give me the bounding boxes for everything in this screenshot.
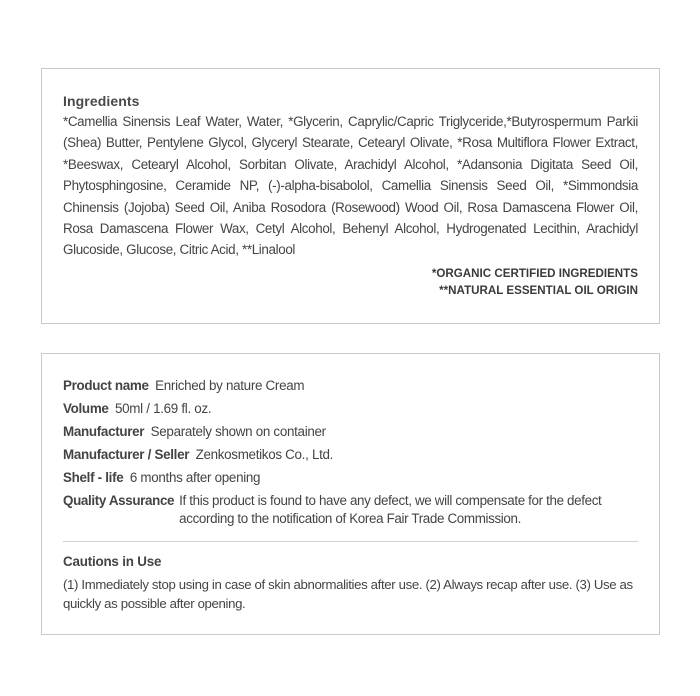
- product-name-row: [63, 374, 638, 397]
- quality-assurance-row: [63, 492, 638, 527]
- quality-assurance-label: Quality Assurance: [63, 493, 175, 508]
- volume-label: Volume: [63, 401, 109, 416]
- manufacturer-value: Separately shown on container: [150, 424, 326, 439]
- manufacturer-row: [63, 420, 638, 443]
- quality-assurance-value: [179, 492, 638, 527]
- product-name-value: Enriched by nature Cream: [155, 378, 305, 393]
- ingredients-title: Ingredients: [63, 93, 140, 109]
- cautions-title: Cautions in Use: [63, 554, 162, 569]
- ingredients-panel: [41, 68, 660, 324]
- volume-row: [63, 397, 638, 420]
- ingredients-list: *Camellia Sinensis Leaf Water, Water, *Glycerin, Caprylic/Capric Triglyceride,*Butyrospermum Parkii (Shea) Butter, Pentylene Glycol, Glyceryl Stearate, Cetearyl Olivate, *Rosa Multiflora Flower Extract, *Beeswax, Cetearyl Alcohol, Sorbitan Olivate, Arachidyl Alcohol, *Adansonia Digitata Seed Oil, Phytosphingosine, Ceramide NP, (-)-alpha-bisabolol, Camellia Sinensis Seed Oil, *Simmondsia Chinensis (Jojoba) Seed Oil, Aniba Rosodora (Rosewood) Wood Oil, Rosa Damascena Flower Oil, Rosa Damascena Flower Wax, Cetyl Alcohol, Behenyl Alcohol, Hydrogenated Lecithin, Arachidyl Glucoside, Glucose, Citric Acid, **Linalool: [63, 114, 638, 258]
- manufacturer-label: Manufacturer: [63, 424, 145, 439]
- product-info-panel: [41, 353, 660, 635]
- seller-row: [63, 443, 638, 466]
- product-name-label: Product name: [63, 378, 149, 393]
- quality-assurance-line-2: according to the notification of Korea Fair Trade Commission.: [179, 510, 521, 526]
- volume-value: 50ml / 1.69 fl. oz.: [115, 401, 212, 416]
- quality-assurance-line-1: If this product is found to have any defect, we will compensate for the defect: [179, 493, 602, 508]
- shelf-life-value: 6 months after opening: [129, 470, 261, 485]
- shelf-life-row: [63, 466, 638, 489]
- note-organic: *ORGANIC CERTIFIED INGREDIENTS: [431, 266, 638, 280]
- seller-value: Zenkosmetikos Co., Ltd.: [195, 447, 334, 462]
- seller-label: Manufacturer / Seller: [63, 447, 190, 462]
- section-divider: [63, 541, 638, 542]
- note-natural: **NATURAL ESSENTIAL OIL ORIGIN: [439, 283, 638, 297]
- cautions-text: (1) Immediately stop using in case of skin abnormalities after use. (2) Always recap after use. (3) Use as quickly as possible after opening.: [63, 577, 633, 611]
- shelf-life-label: Shelf - life: [63, 470, 124, 485]
- ingredients-notes: [63, 265, 638, 299]
